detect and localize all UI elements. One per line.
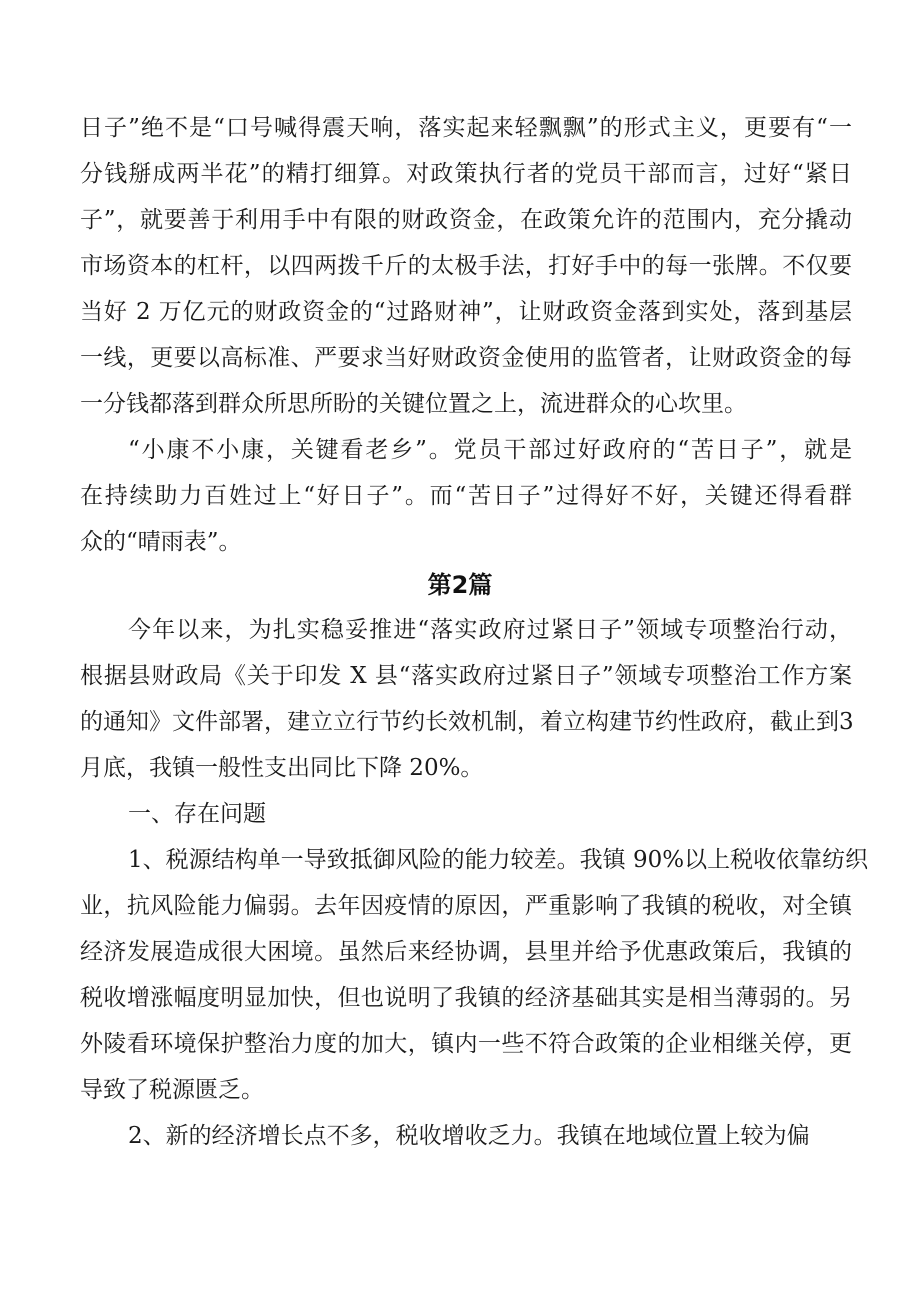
text-line: 在持续助力百姓过上“好日子”。而“苦日子”过得好不好，关键还得看群 — [80, 483, 852, 509]
text-line: 众的“晴雨表”。 — [80, 529, 242, 555]
text-line: 1、税源结构单一导致抵御风险的能力较差。我镇 90%以上税收依靠纺织 — [128, 847, 869, 873]
text-line: 导致了税源匮乏。 — [80, 1077, 264, 1103]
text-line: 今年以来，为扎实稳妥推进“落实政府过紧日子”领域专项整治行动， — [128, 617, 852, 643]
text-line: 根据县财政局《关于印发 X 县“落实政府过紧日子”领域专项整治工作方案 — [80, 663, 852, 689]
subheading-line: 一、存在问题 — [128, 801, 266, 827]
text-line: 当好 2 万亿元的财政资金的“过路财神”，让财政资金落到实处，落到基层 — [80, 299, 852, 325]
text-line: 2、新的经济增长点不多，税收增收乏力。我镇在地域位置上较为偏 — [128, 1123, 810, 1149]
section-heading: 第2篇 — [427, 571, 493, 599]
text-line: 一线，更要以高标准、严要求当好财政资金使用的监管者，让财政资金的每 — [80, 345, 852, 371]
text-line: 经济发展造成很大困境。虽然后来经协调，县里并给予优惠政策后，我镇的 — [80, 939, 852, 965]
text-line: 市场资本的杠杆，以四两拨千斤的太极手法，打好手中的每一张牌。不仅要 — [80, 253, 852, 279]
text-line: 税收增涨幅度明显加快，但也说明了我镇的经济基础其实是相当薄弱的。另 — [80, 985, 852, 1011]
text-line: “小康不小康，关键看老乡”。党员干部过好政府的“苦日子”，就是 — [128, 437, 852, 463]
text-line: 的通知》文件部署，建立立行节约长效机制，着立构建节约性政府，截止到3 — [80, 709, 854, 735]
text-line: 分钱掰成两半花”的精打细算。对政策执行者的党员干部而言，过好“紧日 — [80, 161, 852, 187]
text-line: 日子”绝不是“口号喊得震天响，落实起来轻飘飘”的形式主义，更要有“一 — [80, 115, 852, 141]
text-line: 子”，就要善于利用手中有限的财政资金，在政策允许的范围内，充分撬动 — [80, 207, 852, 233]
text-line: 月底，我镇一般性支出同比下降 20%。 — [80, 755, 484, 781]
text-line: 一分钱都落到群众所思所盼的关键位置之上，流进群众的心坎里。 — [80, 391, 747, 417]
text-line: 业，抗风险能力偏弱。去年因疫情的原因，严重影响了我镇的税收，对全镇 — [80, 893, 852, 919]
text-line: 外陵看环境保护整治力度的加大，镇内一些不符合政策的企业相继关停，更 — [80, 1031, 852, 1057]
